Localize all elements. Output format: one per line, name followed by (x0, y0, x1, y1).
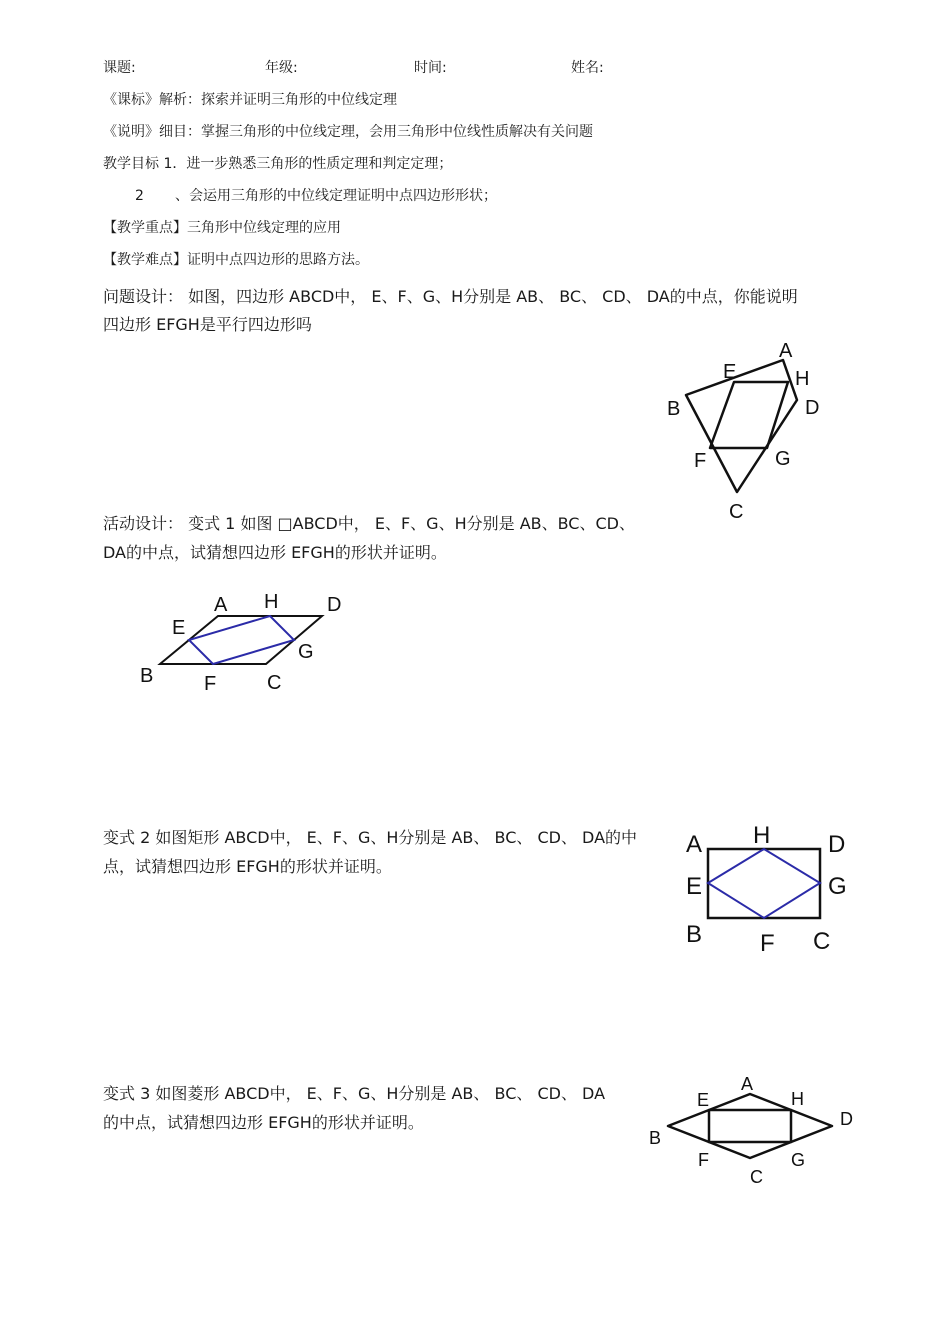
figure-parallelogram (135, 585, 355, 695)
quad-abcd (686, 360, 797, 492)
explanation-details: 《说明》细目：掌握三角形的中位线定理，会用三角形中位线性质解决有关问题 (103, 124, 593, 140)
label-d: D (840, 1109, 853, 1129)
variant2-line-1: 变式 2 如图矩形 ABCD中， E、F、G、H分别是 AB、 BC、 CD、 DA的中 (103, 828, 638, 847)
activity-line-1: 活动设计： 变式 1 如图 □ABCD中， E、F、G、H分别是 AB、BC、CD、 (103, 514, 635, 533)
topic-label: 课题: (103, 60, 136, 76)
label-h: H (264, 591, 279, 613)
label-g: G (298, 641, 314, 663)
difficulty: 【教学难点】证明中点四边形的思路方法。 (103, 252, 369, 268)
parallelogram-efgh (189, 616, 294, 664)
label-h: H (791, 1089, 804, 1109)
teaching-goal-2: 、会运用三角形的中位线定理证明中点四边形形状； (175, 188, 497, 204)
label-a: A (741, 1074, 754, 1094)
label-g: G (791, 1150, 806, 1170)
time-label: 时间: (414, 60, 447, 76)
label-c: C (729, 501, 744, 523)
standard-analysis: 《课标》解析：探索并证明三角形的中位线定理 (103, 92, 397, 108)
label-c: C (750, 1167, 763, 1187)
label-f: F (698, 1150, 709, 1170)
variant3-line-2: 的中点，试猜想四边形 EFGH的形状并证明。 (103, 1113, 424, 1132)
label-h: H (753, 822, 771, 849)
label-a: A (686, 831, 703, 858)
label-e: E (697, 1090, 710, 1110)
label-b: B (140, 665, 154, 687)
label-g: G (775, 448, 791, 470)
rhombus-abcd (668, 1094, 832, 1158)
label-d: D (828, 831, 846, 858)
label-e: E (686, 873, 703, 900)
label-f: F (760, 930, 775, 957)
figure-quadrilateral (660, 335, 830, 525)
label-c: C (813, 928, 831, 955)
figure-rectangle (680, 815, 860, 960)
grade-label: 年级: (265, 60, 298, 76)
label-h: H (795, 368, 810, 390)
label-a: A (779, 340, 793, 362)
label-g: G (828, 873, 847, 900)
rectangle-efgh (709, 1110, 791, 1142)
teaching-goal-1: 教学目标 1．进一步熟悉三角形的性质定理和判定定理； (103, 156, 453, 172)
label-e: E (172, 617, 186, 639)
label-b: B (667, 398, 681, 420)
rhombus-efgh (708, 849, 820, 918)
rectangle-abcd (708, 849, 820, 918)
label-b: B (686, 921, 703, 948)
name-label: 姓名: (571, 60, 604, 76)
label-d: D (805, 397, 820, 419)
label-f: F (694, 450, 707, 472)
label-f: F (204, 673, 217, 695)
teaching-goal-2-number: 2 (135, 188, 144, 204)
problem-line-2: 四边形 EFGH是平行四边形吗 (103, 315, 312, 334)
problem-line-1: 问题设计： 如图，四边形 ABCD中， E、F、G、H分别是 AB、 BC、 CD、 DA的中点，你能说明 (103, 287, 798, 306)
figure-rhombus (645, 1068, 860, 1193)
quad-efgh (710, 382, 788, 448)
label-d: D (327, 594, 342, 616)
label-a: A (214, 594, 228, 616)
label-b: B (649, 1128, 662, 1148)
label-e: E (723, 361, 737, 383)
activity-line-2: DA的中点，试猜想四边形 EFGH的形状并证明。 (103, 543, 447, 562)
key-point: 【教学重点】三角形中位线定理的应用 (103, 220, 341, 236)
variant3-line-1: 变式 3 如图菱形 ABCD中， E、F、G、H分别是 AB、 BC、 CD、 DA (103, 1084, 606, 1103)
variant2-line-2: 点，试猜想四边形 EFGH的形状并证明。 (103, 857, 392, 876)
label-c: C (267, 672, 282, 694)
